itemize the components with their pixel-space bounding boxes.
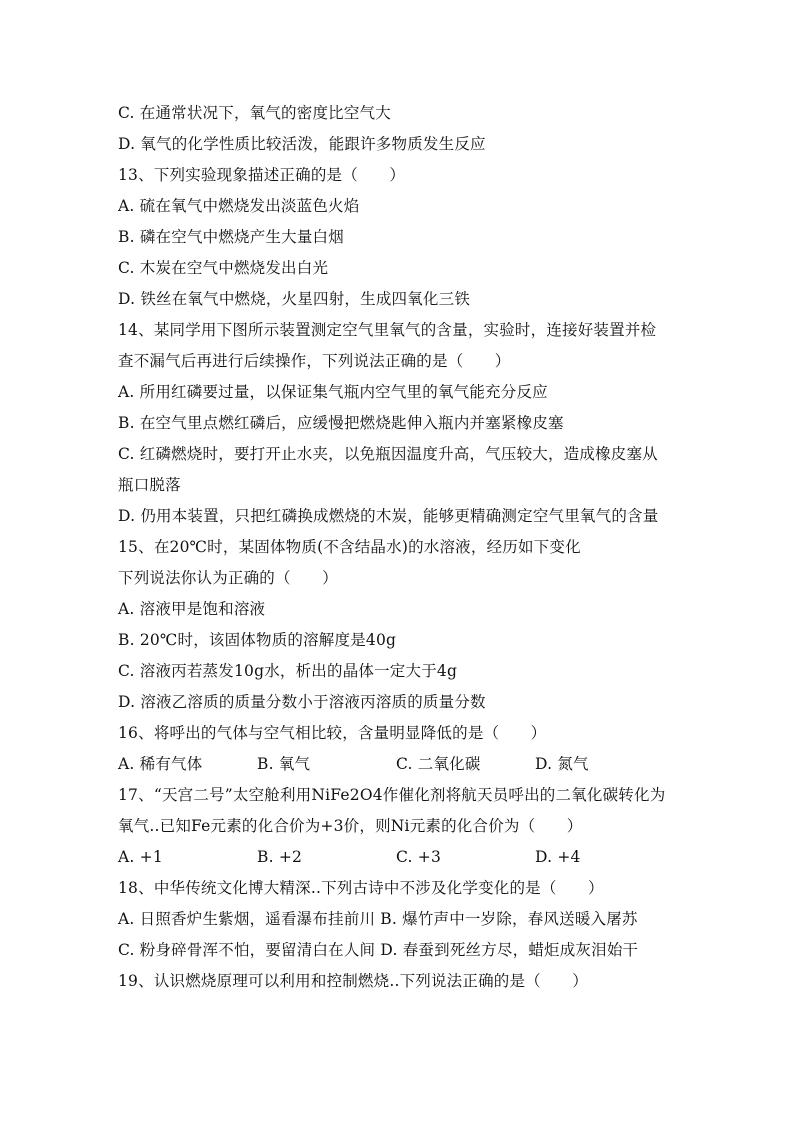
q16-option-d: D. 氮气 — [535, 755, 589, 773]
q13-option-d: D. 铁丝在氧气中燃烧，火星四射，生成四氧化三铁 — [118, 290, 471, 308]
q13-option-a: A. 硫在氧气中燃烧发出淡蓝色火焰 — [118, 197, 360, 215]
q18-options-cd: C. 粉身碎骨浑不怕，要留清白在人间 D. 春蚕到死丝方尽，蜡炬成灰泪始干 — [118, 941, 639, 959]
q13-option-c: C. 木炭在空气中燃烧发出白光 — [118, 259, 329, 277]
q15-option-c: C. 溶液丙若蒸发10g水，析出的晶体一定大于4g — [118, 662, 458, 680]
q14-option-c-line1: C. 红磷燃烧时，要打开止水夹，以免瓶因温度升高，气压较大，造成橡皮塞从 — [118, 445, 658, 463]
q14-option-d: D. 仍用本装置，只把红磷换成燃烧的木炭，能够更精确测定空气里氧气的含量 — [118, 507, 659, 525]
q16-option-c: C. 二氧化碳 — [396, 755, 481, 773]
document-page — [118, 98, 678, 997]
q14-option-a: A. 所用红磷要过量，以保证集气瓶内空气里的氧气能充分反应 — [118, 383, 548, 401]
q15-option-b: B. 20℃时，该固体物质的溶解度是40g — [118, 631, 397, 649]
q14-option-c-line2: 瓶口脱落 — [118, 476, 181, 494]
q15-option-a: A. 溶液甲是饱和溶液 — [118, 600, 266, 618]
q18-stem: 18、中华传统文化博大精深..下列古诗中不涉及化学变化的是（ ） — [118, 879, 604, 897]
q12-option-d: D. 氧气的化学性质比较活泼，能跟许多物质发生反应 — [118, 135, 486, 153]
q14-stem-line2: 查不漏气后再进行后续操作，下列说法正确的是（ ） — [118, 352, 511, 370]
q16-option-a: A. 稀有气体 — [118, 755, 203, 773]
q13-stem: 13、下列实验现象描述正确的是（ ） — [118, 166, 406, 184]
q14-stem-line1: 14、某同学用下图所示装置测定空气里氧气的含量，实验时，连接好装置并检 — [118, 321, 657, 339]
q13-option-b: B. 磷在空气中燃烧产生大量白烟 — [118, 228, 344, 246]
q17-options — [118, 842, 678, 873]
q17-option-d: D. +4 — [535, 848, 581, 866]
q17-option-c: C. +3 — [396, 848, 442, 866]
q16-stem: 16、将呼出的气体与空气相比较，含量明显降低的是（ ） — [118, 724, 547, 742]
q15-option-d: D. 溶液乙溶质的质量分数小于溶液丙溶质的质量分数 — [118, 693, 486, 711]
q19-stem: 19、认识燃烧原理可以利用和控制燃烧..下列说法正确的是（ ） — [118, 972, 588, 990]
q15-stem-line1: 15、在20℃时，某固体物质(不含结晶水)的水溶液，经历如下变化 — [118, 538, 581, 556]
q16-option-b: B. 氧气 — [257, 755, 311, 773]
q12-option-c: C. 在通常状况下，氧气的密度比空气大 — [118, 104, 391, 122]
q17-stem-line2: 氧气..已知Fe元素的化合价为+3价，则Ni元素的化合价为（ ） — [118, 817, 583, 835]
q14-option-b: B. 在空气里点燃红磷后，应缓慢把燃烧匙伸入瓶内并塞紧橡皮塞 — [118, 414, 564, 432]
q17-stem-line1: 17、“天宫二号”太空舱利用NiFe2O4作催化剂将航天员呼出的二氧化碳转化为 — [118, 786, 666, 804]
q17-option-b: B. +2 — [257, 848, 303, 866]
q15-stem-line2: 下列说法你认为正确的（ ） — [118, 569, 338, 587]
q16-options — [118, 749, 678, 780]
q17-option-a: A. +1 — [118, 848, 163, 866]
q18-options-ab: A. 日照香炉生紫烟，遥看瀑布挂前川 B. 爆竹声中一岁除，春风送暖入屠苏 — [118, 910, 638, 928]
